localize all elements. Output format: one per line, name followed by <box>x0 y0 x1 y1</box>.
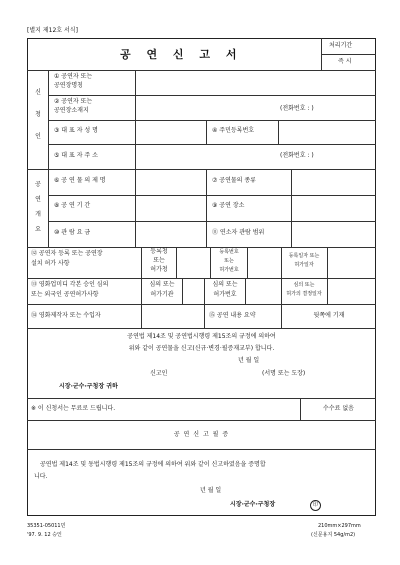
declarant-label: 신고인 <box>150 370 168 377</box>
declaration-line-1: 공연법 제14조 및 공연법시행령 제15조의 규정에 의하여 <box>127 333 276 340</box>
period-label: ⑧ 공 연 기 간 <box>54 202 91 209</box>
performer-address-field[interactable] <box>136 96 276 119</box>
registration-date-label: 등록일자 또는 <box>288 253 320 259</box>
processing-period-value: 즉 시 <box>338 58 352 65</box>
registration-number-label-3: 허가번호 <box>219 267 239 273</box>
paper-size: 210mm×297mm <box>318 523 361 529</box>
review-number-label: 심의 또는 <box>212 281 238 288</box>
signature-label: (서명 또는 도장) <box>262 370 306 377</box>
applicant-section-3: 인 <box>35 133 41 140</box>
form-code: 35351-05011민 <box>27 523 66 529</box>
performer-name-label: ① 공연자 또는 <box>54 73 93 80</box>
performer-name-field[interactable] <box>136 71 375 94</box>
review-label: ⑬ 영화업미디 각본 승인 심의 <box>31 281 109 288</box>
overview-section-4: 요 <box>35 226 41 233</box>
declaration-line-2: 위와 같이 공연물을 신고(신규·변경·필증재교부) 합니다. <box>128 345 275 352</box>
overview-section-2: 연 <box>35 196 41 203</box>
representative-address-label: ⑤ 대 표 자 주 소 <box>54 152 98 159</box>
genre-field[interactable] <box>292 170 375 194</box>
registration-label-2: 설치 허가 사항 <box>31 260 70 267</box>
review-date-label-2: 허가의 결정일자 <box>286 291 322 297</box>
review-label-2: 또는 외국인 공연허가사항 <box>31 291 99 298</box>
certificate-text-2: 니다. <box>34 473 48 480</box>
content-summary-note: 뒷쪽에 기재 <box>313 312 345 319</box>
approval-date: '97. 9. 12 승인 <box>27 532 62 538</box>
period-field[interactable] <box>136 196 205 220</box>
review-date-field[interactable] <box>328 279 375 303</box>
registration-number-field[interactable] <box>248 248 280 277</box>
fee-label: ⑩ 관 람 요 금 <box>54 229 91 236</box>
producer-label: ⑭ 영화제작자 또는 수입자 <box>31 312 101 319</box>
registration-office-label: 등록청 <box>150 248 168 255</box>
registration-office-label-3: 허가청 <box>150 266 168 273</box>
registration-office-field[interactable] <box>177 248 209 277</box>
age-rating-field[interactable] <box>292 222 375 246</box>
review-number-field[interactable] <box>246 279 280 303</box>
overview-section-3: 개 <box>35 211 41 218</box>
venue-label: ⑨ 공연 장소 <box>212 202 245 209</box>
overview-section-1: 공 <box>35 181 41 188</box>
representative-name-field[interactable] <box>136 121 205 143</box>
performer-name-label-2: 공연장명칭 <box>54 82 83 89</box>
registration-office-label-2: 또는 <box>153 257 165 264</box>
applicant-section-1: 신 <box>35 89 41 96</box>
registration-number-label-2: 또는 <box>224 258 234 264</box>
review-agency-field[interactable] <box>183 279 203 303</box>
registration-number-label: 등록번호 <box>219 249 239 255</box>
representative-phone: (전화번호 : ) <box>280 152 314 159</box>
declarant-field[interactable] <box>180 368 240 380</box>
fee-note: ※ 이 신청서는 무료로 드립니다. <box>31 405 116 412</box>
declaration-date: 년 월 일 <box>238 357 260 364</box>
performer-phone: (전화번호 : ) <box>280 105 314 112</box>
review-number-label-2: 허가번호 <box>213 291 237 298</box>
applicant-section-2: 청 <box>35 111 41 118</box>
form-number: [별지 제12호 서식] <box>27 27 78 34</box>
genre-label: ⑦ 공연물의 종류 <box>212 177 256 184</box>
registration-date-label-2: 허가일자 <box>294 262 314 268</box>
age-rating-label: ⑪ 연소자 관람 범위 <box>212 229 265 236</box>
producer-field[interactable] <box>142 305 204 327</box>
paper-type: (신문용지 54g/m2) <box>311 532 356 538</box>
performer-address-label: ② 공연자 또는 <box>54 98 93 105</box>
recipient: 시장·군수·구청장 귀하 <box>59 383 118 390</box>
fee-field[interactable] <box>136 222 205 246</box>
performer-address-label-2: 공연장소재지 <box>54 107 89 114</box>
processing-period-label: 처리기간 <box>329 42 353 49</box>
resident-number-field[interactable] <box>279 121 375 143</box>
venue-field[interactable] <box>292 196 375 220</box>
resident-number-label: ④ 주민등록번호 <box>212 127 255 134</box>
certificate-issuer: 시장·군수·구청장 <box>230 501 276 508</box>
title-field[interactable] <box>136 170 205 194</box>
review-agency-label-2: 허가기관 <box>150 291 174 298</box>
registration-date-field[interactable] <box>328 248 375 277</box>
certificate-text-1: 공연법 제14조 및 동법시행령 제15조의 규정에 의하여 위와 같이 신고하였음을 증명합 <box>40 461 266 468</box>
form-title: 공 연 신 고 서 <box>120 48 243 61</box>
fee-amount: 수수료 없음 <box>323 405 354 412</box>
seal-icon: 印 <box>310 500 321 511</box>
title-label: ⑥ 공 연 물 의 제 명 <box>54 177 106 184</box>
review-date-label: 심의 또는 <box>293 282 315 288</box>
certificate-date: 년 월 일 <box>200 487 222 494</box>
certificate-title: 공 연 신 고 필 증 <box>173 431 230 438</box>
content-summary-label: ⑮ 공연 내용 요약 <box>209 312 256 319</box>
registration-label: ⑫ 공연자 등록 또는 공연장 <box>31 250 103 257</box>
review-agency-label: 심의 또는 <box>149 281 175 288</box>
representative-address-field[interactable] <box>136 145 276 168</box>
representative-name-label: ③ 대 표 자 성 명 <box>54 127 98 134</box>
